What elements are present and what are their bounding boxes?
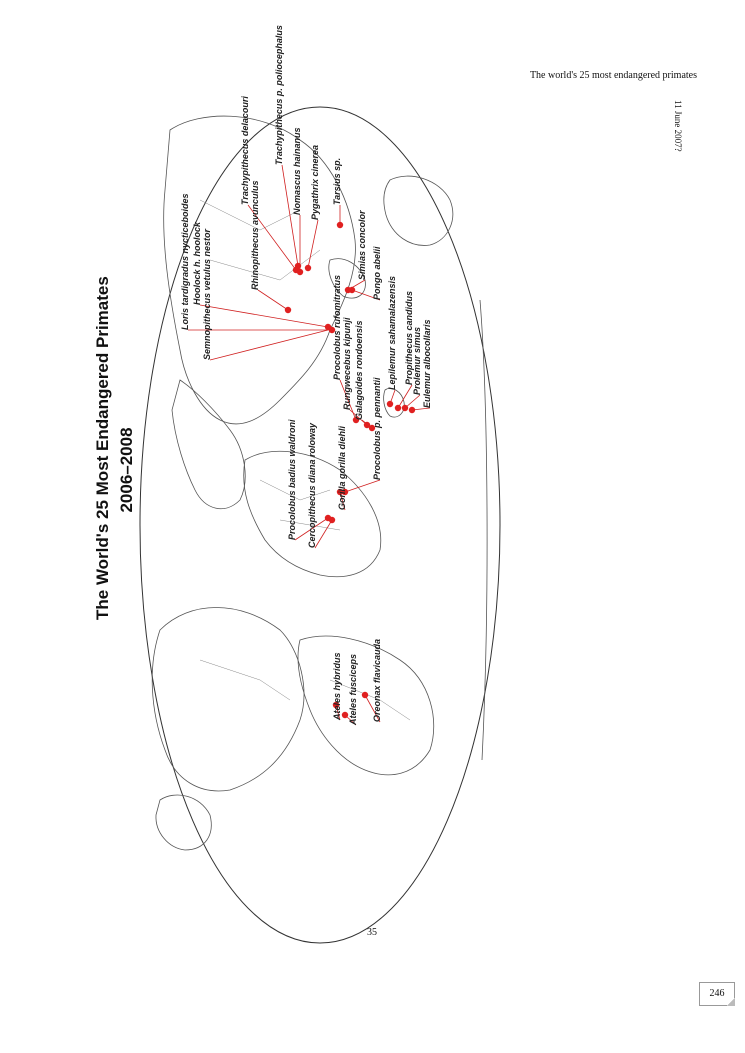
document-number-tab: 246 [699, 982, 735, 1006]
species-label: Procolobus p. pennantii [372, 377, 382, 480]
north-america-outline [152, 608, 304, 791]
species-label: Trachypithecus p. poliocephalus [274, 25, 284, 165]
species-label: Tarsius sp. [332, 157, 342, 205]
marker [402, 405, 408, 411]
marker [305, 265, 311, 271]
species-label: Galagoides rondoensis [354, 320, 364, 420]
species-label: Procolobus badius waldroni [287, 419, 297, 540]
map-title: The World's 25 Most Endangered Primates [93, 276, 112, 620]
marker [349, 287, 355, 293]
species-label: Pygathrix cinerea [310, 144, 320, 220]
species-label: Procolobus rufomitratus [332, 274, 342, 380]
species-label: Cercopithecus diana roloway [307, 422, 317, 548]
marker [297, 269, 303, 275]
marker [409, 407, 415, 413]
continent-outlines [152, 116, 487, 850]
map-title-group [93, 276, 136, 620]
marker [395, 405, 401, 411]
species-label: Rhinopithecus avunculus [250, 180, 260, 290]
running-title: The world's 25 most endangered primates [529, 70, 697, 81]
marker [285, 307, 291, 313]
species-label: Eulemur albocollaris [422, 319, 432, 408]
species-label: Lepilemur sahamalazensis [387, 275, 397, 390]
species-label: Semnopithecus vetulus nestor [202, 228, 212, 360]
species-label: Loris tardigradus nycticeboides [180, 193, 190, 330]
species-label: Ateles hybridus [332, 652, 342, 720]
marker [362, 692, 368, 698]
species-label: Simias concolor [357, 210, 367, 280]
species-labels [180, 25, 432, 726]
map-subtitle: 2006–2008 [117, 427, 136, 513]
species-label: Oreonax flavicauda [372, 638, 382, 722]
marker [337, 222, 343, 228]
document-date: 11 June 2007? [673, 100, 683, 152]
species-label: Trachypithecus delacouri [240, 96, 250, 205]
species-label: Hoolock h. hoolock [192, 221, 202, 305]
south-america-outline [298, 636, 434, 775]
marker [295, 263, 301, 269]
marker [329, 517, 335, 523]
species-label: Ateles fusciceps [348, 653, 358, 725]
page-number: 35 [367, 927, 377, 938]
marker [387, 401, 393, 407]
species-label: Pongo abelii [372, 246, 382, 300]
species-label: Prolemur simus [412, 326, 422, 395]
australia-outline [384, 176, 453, 245]
europe-outline [172, 380, 245, 509]
species-label: Rungwecebus kipunji [342, 317, 352, 410]
species-label: Propithecus candidus [404, 290, 414, 385]
antarctica-outline [480, 300, 487, 760]
species-label: Gorilla gorilla diehli [337, 425, 347, 510]
species-label: Nomascus hainanus [292, 127, 302, 215]
